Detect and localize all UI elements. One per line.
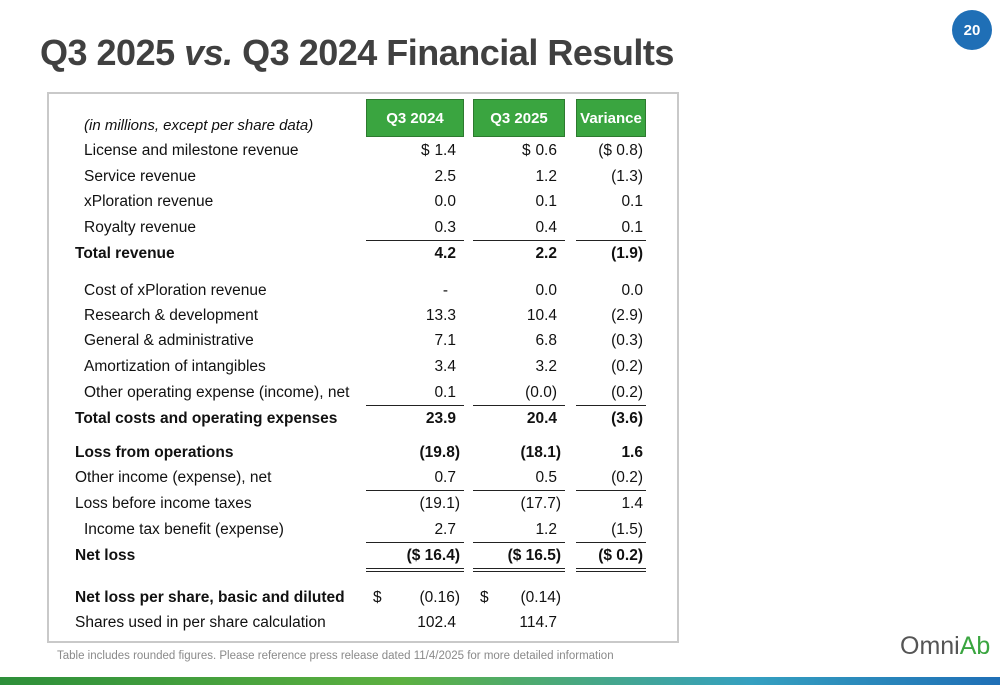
- cell-variance: (0.3): [611, 332, 643, 349]
- subtotal-rule: [576, 490, 646, 491]
- cell-q3-2025: 0.0: [535, 282, 557, 299]
- cell-q3-2024: 102.4: [417, 614, 456, 631]
- cell-q3-2024: 13.3: [425, 307, 456, 324]
- cell-variance: (2.9): [611, 307, 643, 324]
- slide-title: Q3 2025 vs. Q3 2024 Financial Results: [40, 32, 674, 73]
- row-label: Income tax benefit (expense): [84, 521, 284, 538]
- table-row: [0, 495, 1000, 517]
- cell-q3-2024: (19.1): [419, 495, 460, 512]
- table-row-total-revenue: [0, 245, 1000, 267]
- cell-q3-2024: 4.2: [434, 245, 456, 262]
- footnote: Table includes rounded figures. Please reference press release dated 11/4/2025 for more detailed information: [57, 650, 614, 662]
- table-row: [0, 193, 1000, 215]
- dollar-sign: $: [421, 142, 430, 159]
- row-label: License and milestone revenue: [84, 142, 299, 159]
- cell-q3-2024: 3.4: [434, 358, 456, 375]
- cell-variance: (3.6): [611, 410, 643, 427]
- table-row: [0, 358, 1000, 380]
- subtotal-rule: [473, 240, 565, 241]
- cell-q3-2024: 0.3: [434, 219, 456, 236]
- subtotal-rule: [473, 490, 565, 491]
- cell-variance: (0.2): [611, 358, 643, 375]
- cell-q3-2024: (19.8): [419, 444, 460, 461]
- total-double-rule: [576, 568, 646, 572]
- row-label: Cost of xPloration revenue: [84, 282, 267, 299]
- cell-q3-2024: 7.1: [434, 332, 456, 349]
- table-row: [0, 332, 1000, 354]
- cell-q3-2025: (0.0): [525, 384, 557, 401]
- cell-variance: ($ 0.2): [598, 547, 643, 564]
- column-header-q3-2025: Q3 2025: [473, 99, 565, 137]
- cell-q3-2025: 0.1: [535, 193, 557, 210]
- unit-note: (in millions, except per share data): [84, 117, 314, 134]
- table-row-net-loss: [0, 547, 1000, 569]
- cell-variance: (0.2): [611, 384, 643, 401]
- cell-q3-2024: 1.4: [434, 142, 456, 159]
- cell-variance: 1.4: [621, 495, 643, 512]
- cell-q3-2025: (18.1): [520, 444, 561, 461]
- cell-q3-2024: -: [442, 282, 448, 299]
- row-label: Other income (expense), net: [75, 469, 272, 486]
- cell-q3-2024: 0.0: [434, 193, 456, 210]
- cell-q3-2025: 0.5: [535, 469, 557, 486]
- table-row: [0, 307, 1000, 329]
- bottom-accent-bar: [0, 677, 1000, 685]
- column-header-q3-2024: Q3 2024: [366, 99, 464, 137]
- cell-q3-2024: 0.7: [434, 469, 456, 486]
- row-label: Shares used in per share calculation: [75, 614, 326, 631]
- table-row: [0, 142, 1000, 164]
- row-label: xPloration revenue: [84, 193, 214, 210]
- cell-q3-2024: 23.9: [425, 410, 456, 427]
- cell-variance: 1.6: [621, 444, 643, 461]
- cell-q3-2024: 2.7: [434, 521, 456, 538]
- page-number-badge: 20: [952, 10, 992, 50]
- cell-q3-2025: 3.2: [535, 358, 557, 375]
- table-row: [0, 219, 1000, 241]
- table-row-net-loss-per-share: [0, 589, 1000, 611]
- cell-variance: 0.1: [621, 219, 643, 236]
- row-label: Amortization of intangibles: [84, 358, 266, 375]
- cell-variance: (1.9): [611, 245, 643, 262]
- total-double-rule: [473, 568, 565, 572]
- cell-q3-2024: (0.16): [419, 589, 460, 606]
- table-row-shares: [0, 614, 1000, 636]
- cell-q3-2025: 1.2: [535, 168, 557, 185]
- row-label: Other operating expense (income), net: [84, 384, 350, 401]
- cell-q3-2024: ($ 16.4): [406, 547, 460, 564]
- row-label: Loss from operations: [75, 444, 234, 461]
- table-row: [0, 384, 1000, 406]
- cell-variance: (1.3): [611, 168, 643, 185]
- cell-q3-2024: 2.5: [434, 168, 456, 185]
- table-row-total-costs: [0, 410, 1000, 432]
- subtotal-rule: [366, 490, 464, 491]
- cell-variance: (0.2): [611, 469, 643, 486]
- dollar-sign: $: [373, 589, 382, 606]
- cell-q3-2024: 0.1: [434, 384, 456, 401]
- row-label: General & administrative: [84, 332, 254, 349]
- column-header-variance: Variance: [576, 99, 646, 137]
- subtotal-rule: [366, 405, 464, 406]
- table-row: [0, 282, 1000, 304]
- table-row-loss-from-operations: [0, 444, 1000, 466]
- row-label: Net loss per share, basic and diluted: [75, 589, 345, 606]
- subtotal-rule: [576, 405, 646, 406]
- cell-q3-2025: 6.8: [535, 332, 557, 349]
- row-label: Net loss: [75, 547, 136, 564]
- cell-variance: 0.0: [621, 282, 643, 299]
- row-label: Service revenue: [84, 168, 197, 185]
- omniab-logo: OmniAb: [900, 632, 991, 660]
- row-label: Loss before income taxes: [75, 495, 252, 512]
- cell-q3-2025: 0.4: [535, 219, 557, 236]
- cell-q3-2025: 114.7: [519, 614, 557, 631]
- subtotal-rule: [473, 542, 565, 543]
- table-row: [0, 521, 1000, 543]
- subtotal-rule: [366, 542, 464, 543]
- cell-q3-2025: 1.2: [535, 521, 557, 538]
- cell-variance: 0.1: [621, 193, 643, 210]
- subtotal-rule: [576, 542, 646, 543]
- dollar-sign: $: [480, 589, 489, 606]
- total-double-rule: [366, 568, 464, 572]
- cell-q3-2025: (17.7): [520, 495, 561, 512]
- cell-q3-2025: (0.14): [520, 589, 561, 606]
- subtotal-rule: [576, 240, 646, 241]
- row-label: Total costs and operating expenses: [75, 410, 338, 427]
- row-label: Royalty revenue: [84, 219, 197, 236]
- cell-variance: ($ 0.8): [598, 142, 643, 159]
- row-label: Research & development: [84, 307, 259, 324]
- cell-q3-2025: 20.4: [526, 410, 557, 427]
- cell-q3-2025: 2.2: [535, 245, 557, 262]
- row-label: Total revenue: [75, 245, 175, 262]
- cell-q3-2025: 0.6: [535, 142, 557, 159]
- cell-q3-2025: ($ 16.5): [507, 547, 561, 564]
- subtotal-rule: [366, 240, 464, 241]
- subtotal-rule: [473, 405, 565, 406]
- cell-variance: (1.5): [611, 521, 643, 538]
- dollar-sign: $: [522, 142, 531, 159]
- table-row: [0, 469, 1000, 491]
- table-row: [0, 168, 1000, 190]
- cell-q3-2025: 10.4: [526, 307, 557, 324]
